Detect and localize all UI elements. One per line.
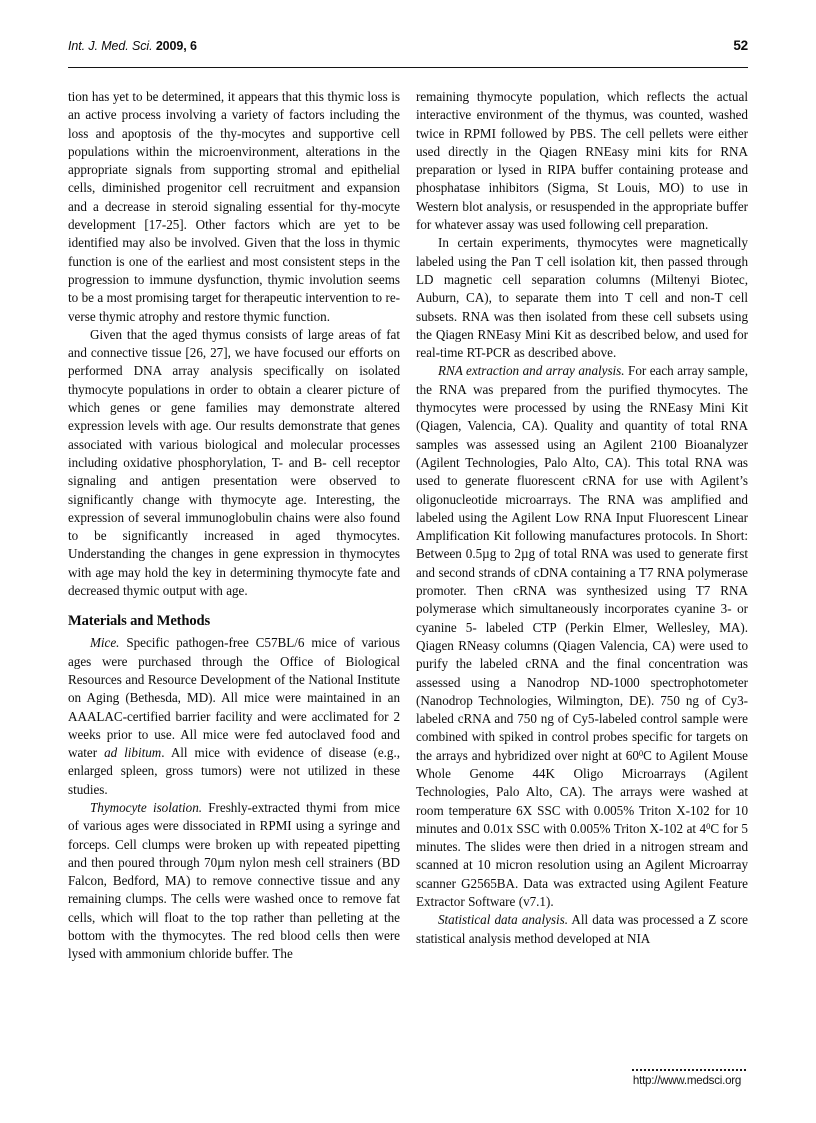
two-column-body	[68, 88, 749, 1038]
footer-dotted-rule	[632, 1069, 746, 1071]
journal-volume-year: 2009, 6	[155, 39, 197, 53]
paragraph-text: All data was processed a Z score statistical analysis method developed at NIA	[416, 912, 748, 946]
run-in-heading-thymocyte-isolation: Thymocyte isolation.	[90, 799, 203, 815]
running-head	[68, 38, 748, 58]
right-column	[416, 88, 748, 1038]
paragraph-text-end: C for 5 minutes. The slides were then dried in a nitrogen stream and scanned at 10 micron resolution using an Agilent Microarray scanner G2565BA. Data was extracted using Agilent Feature Extractor Software (v7.1).	[416, 820, 748, 910]
run-in-heading-statistical-analysis: Statistical data analysis.	[438, 912, 569, 928]
paragraph-continued: tion has yet to be determined, it appears that this thymic loss is an active process involving a variety of factors including the loss and apoptosis of the thy-mocytes and supportive cell populations within the microenvironment, alterations in the appropriate signals from supporting stromal and epithelial cells, diminished progenitor cell recruitment and expansion and a decrease in steroid signaling essential for thy-mocyte development [17-25]. Other factors which are yet to be identified may also be involved. Given that the loss in thymic function is one of the earliest and most consistent steps in the progression to immune dysfunction, thymic involution seems to be a most promising target for therapeutic intervention to re-verse thymic atrophy and restore thymic function.	[68, 89, 400, 324]
footer-url: http://www.medsci.org	[632, 1074, 742, 1087]
journal-reference	[68, 39, 197, 53]
section-heading-materials-and-methods: Materials and Methods	[68, 613, 210, 630]
header-rule	[68, 67, 748, 68]
run-in-heading-mice: Mice.	[90, 635, 120, 651]
page-number: 52	[733, 38, 748, 53]
degree-symbol: 0	[638, 747, 644, 758]
journal-title: Int. J. Med. Sci.	[68, 39, 153, 53]
left-column	[68, 88, 400, 1038]
paragraph-text: Specific pathogen-free C57BL/6 mice of various ages were purchased through the Office of Biological Resources and Resource Development of the National Institute on Aging (Bethesda, MD). All mice were maintained in an AAALAC-certified barrier facility and were acclimated for 2 weeks prior to use. All mice were fed autoclaved food and water	[68, 635, 400, 761]
paragraph-magnetic-labeling: In certain experiments, thymocytes were magnetically labeled using the Pan T cell isolation kit, then passed through LD magnetic cell separation columns (Miltenyi Biotec, Auburn, CA), to separate them into T cell and non-T cell subsets. RNA was then isolated from these cell subsets using the Qiagen RNEasy Mini Kit as described below, and used for real-time RT-PCR as described above.	[416, 235, 748, 361]
paragraph-text-cont: C to Agilent Mouse Whole Genome 44K Oligo Microarrays (Agilent Technologies, Palo Alto, CA). The arrays were washed at room temperature 6X SSC with 0.005% Triton X-102 for 10 minutes and 0.01x SSC with 0.005% Triton X-102 at 4	[416, 747, 748, 836]
paragraph-thymocyte-isolation	[68, 799, 400, 964]
paragraph-text: Freshly-extracted thymi from mice of various ages were dissociated in RPMI using a syringe and forceps. Cell clumps were broken up with repeated pipetting and then poured through 70µm nylon mesh cell strainers (BD Falcon, Bedford, MA) to remove connective tissue and any remaining clumps. The cells were washed once to remove fat cells, which will float to the top rather than pelleting at the bottom with the thymocytes. The red blood cells then were lysed with ammonium chloride buffer. The	[68, 799, 400, 962]
paragraph-statistical-analysis	[416, 911, 748, 948]
degree-symbol: 0	[706, 820, 711, 831]
paragraph-text-cont: . All mice with evidence of disease (e.g., enlarged spleen, gross tumors) were not utilized in these studies.	[68, 745, 401, 797]
paragraph-mice	[68, 634, 400, 799]
paragraph: Given that the aged thymus consists of large areas of fat and connective tissue [26, 27], we have focused our efforts on performed DNA array analysis specifically on isolated thymocyte populations in order to obtain a clearer picture of which genes or gene families may demonstrate altered expression levels with age. Our results demonstrate that genes associated with various biological and molecular processes including oxidative phosphorylation, T- and B- cell receptor signaling and antigen presentation were observed to significantly change with thymocyte age. Interesting, the expression of several immunoglobulin chains were also found to be significantly increased in aged thymocytes. Understanding the changes in gene expression in thymocytes with age may hold the key in determining thymocyte fate and decreased thymic output with age.	[68, 326, 400, 599]
italic-ad-libitum: ad libitum	[104, 745, 162, 761]
paragraph-continued: remaining thymocyte population, which reflects the actual interactive environment of the thymus, was counted, washed twice in RPMI followed by PBS. The cell pellets were either used directly in the Qiagen RNEasy mini kits for RNA preparation or lysed in RIPA buffer containing protease and phosphatase inhibitors (Sigma, St Louis, MO) to use in Western blot analysis, or resuspended in the appropriate buffer for whatever assay was used following cell preparation.	[416, 89, 748, 233]
run-in-heading-rna-extraction: RNA extraction and array analysis.	[438, 363, 625, 379]
paragraph-rna-extraction	[416, 362, 748, 911]
paragraph-text: For each array sample, the RNA was prepared from the purified thymocytes. The thymocytes were processed by using the RNEasy Mini Kit (Qiagen, Valencia, CA). Quality and quantity of total RNA samples was assessed using an Agilent 2100 Bioanalyzer (Agilent Technologies, Palo Alto, CA). This total RNA was used to generate fluorescent cRNA for use with Agilent’s oligonucleotide microarrays. The RNA was amplified and labeled using the Agilent Low RNA Input Fluorescent Linear Amplification Kit following manufactures protocols. In Short: Between 0.5µg to 2µg of total RNA was used to generate first and second strands of cDNA containing a T7 RNA polymerase promoter. Then cRNA was synthesized using T7 RNA polymerase which simultaneously incorporates cyanine 3- or cyanine 5- labeled CTP (Perkin Elmer, Wellesley, MA). Qiagen RNeasy columns (Qiagen Valencia, CA) were used to purify the labeled cRNA and the final concentration was assessed using a Nanodrop ND-1000 spectrophotometer (Nanodrop Technologies, Wilmington, DE). 750 ng of Cy3-labeled cRNA and 750 ng of Cy5-labeled control sample were combined with spiked in control probes specific for targets on the arrays and hybridized over night at 60	[416, 363, 748, 763]
